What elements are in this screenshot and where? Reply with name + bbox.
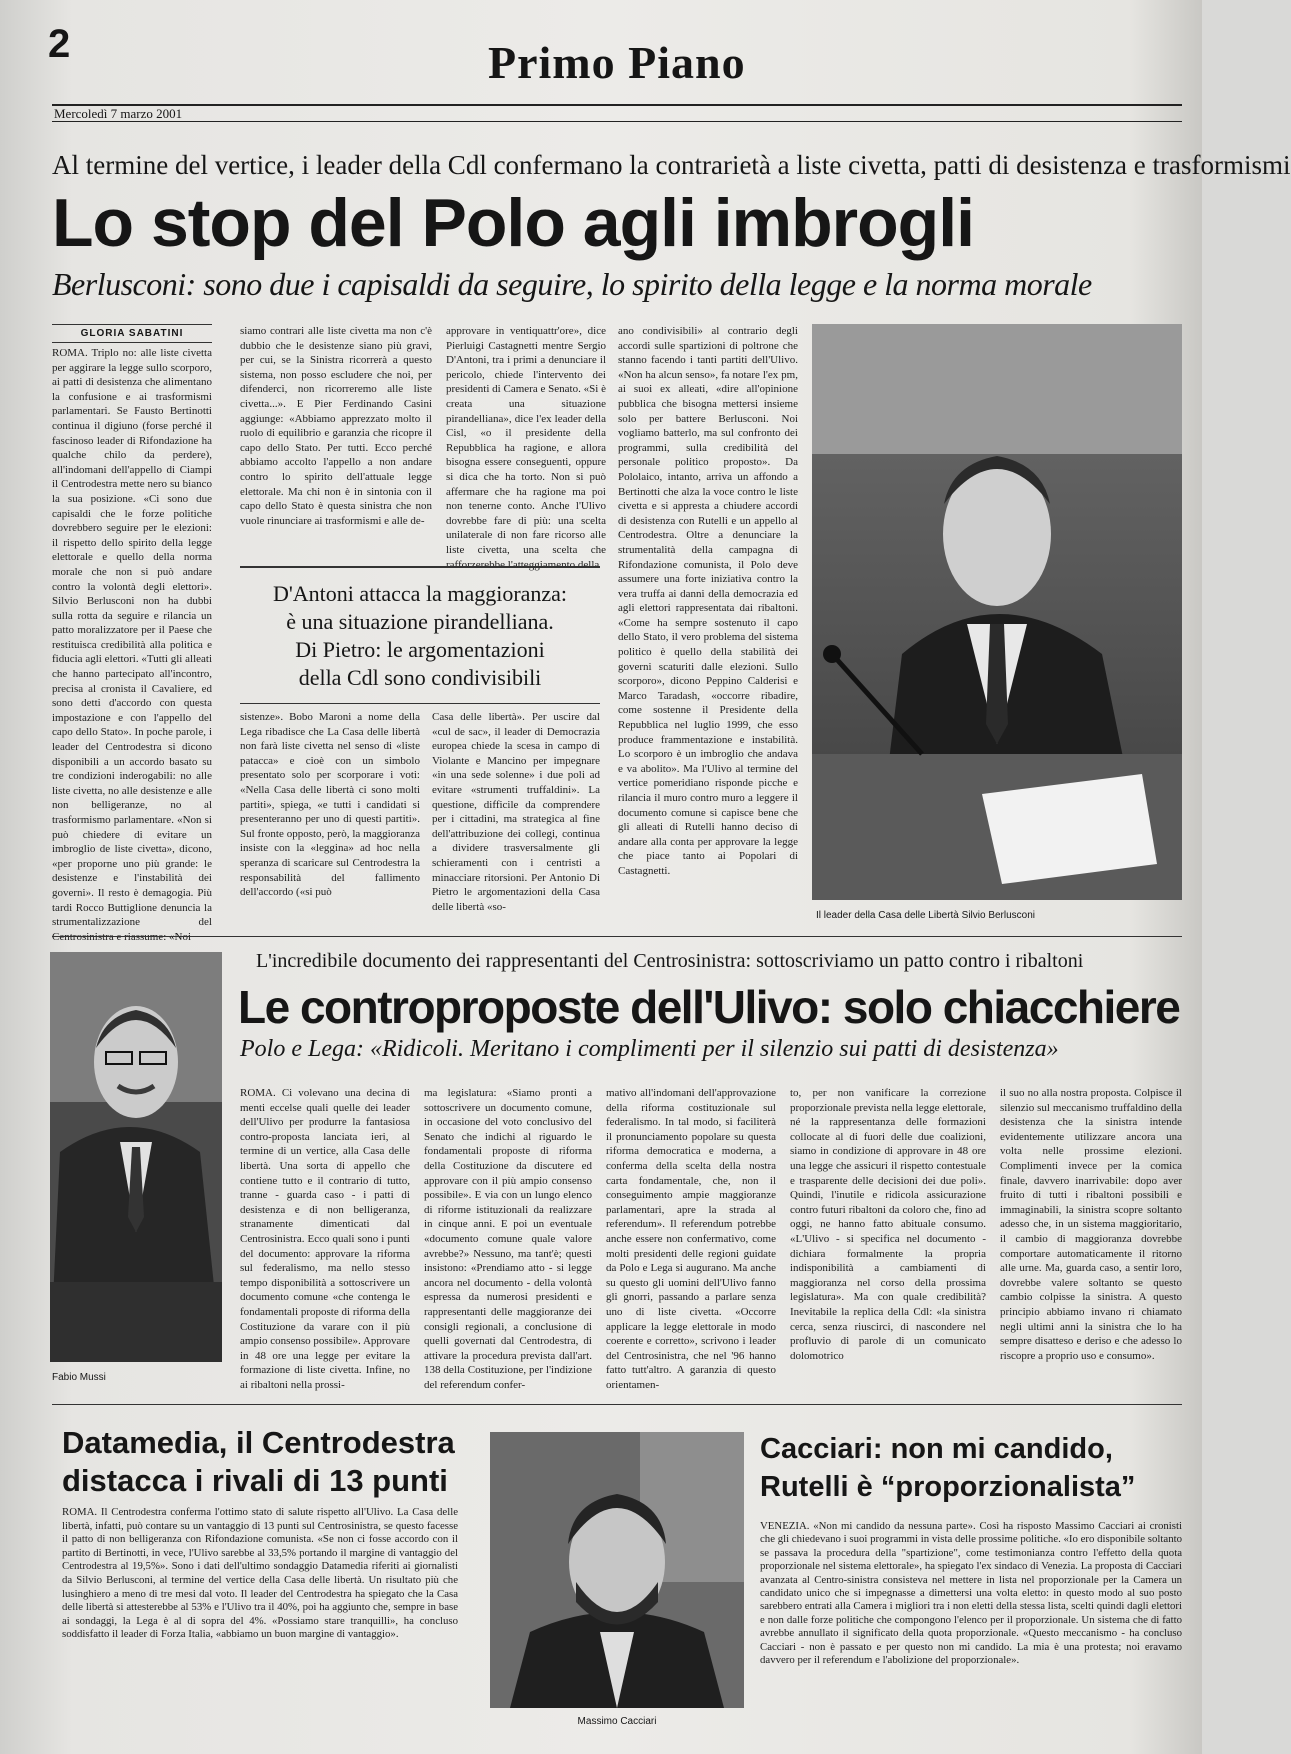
cacciari-caption: Massimo Cacciari: [577, 1716, 657, 1727]
lead-column-3: approvare in ventiquattr'ore», dice Pierluigi Castagnetti mentre Sergio D'Antoni, tra i primi a denunciare il pericolo, chiede l'intervento dei presidenti di Camera e Senato. «Si è creata una situazione pirandelliana», dice l'ex leader della Cisl, «o il presidente della Repubblica ha ragione, e allora bisogna essere conseguenti, oppure si dica che ha torto. Non si può affermare che ha ragione ma poi non tenerne conto. Anche l'Ulivo dovrebbe fare di più: una scelta unilaterale di non fare ricorso alle liste civetta, una scelta che rafforzerebbe l'atteggiamento della: [446, 325, 606, 571]
second-column-2: ma legislatura: «Siamo pronti a sottoscrivere un documento comune, in occasione del voto conclusivo del Senato che indichi al riguardo le fondamentali proposte di riforma della Costituzione da discutere ed approvare con il più ampio consenso possibile». E via con un lungo elenco di riforme istituzionali da realizzare in cinque anni. E poi un eventuale «documento comune quale valore avrebbe?» Nessuno, ma tant'è; questi insistono: «Prendiamo atto - si legge ancora nel documento - della volontà espressa da numerosi presidenti e rappresentanti delle maggioranze dei consigli regionali, a conclusione di quelli governati dal Centrodestra, di attivare la procedura prevista dall'art. 138 della Costituzione, per l'indizione del referendum confer-: [424, 1087, 592, 1391]
second-column-4: to, per non vanificare la correzione proporzionale prevista nella legge elettorale, né la rappresentanza delle formazioni collocate al di fuori delle due coalizioni, siamo in condizione di approvare in 48 ore una legge che assicuri il rispetto contestuale e trasparente delle decisioni dei due poli». Quindi, l'inutile e ridicola assicurazione contro futuri ribaltoni da coloro che, fino ad oggi, ne hanno fatto abituale consumo. «L'Ulivo - si specifica nel documento - dichiara formalmente la propria indisponibilità a cambiamenti di maggioranza nel corso della prossima legislatura». Ma con quale credibilità? Inevitabile la replica della Cdl: «la sinistra cerca, senza riuscirci, di nascondere nel profluvio di parole di un comunicato dolomotrico: [790, 1087, 986, 1362]
berlusconi-photo-illustration: [812, 324, 1182, 900]
mussi-photo: [50, 952, 222, 1362]
pull-quote-line: D'Antoni attacca la maggioranza:: [272, 581, 568, 606]
cacciari-body: VENEZIA. «Non mi candido da nessuna parte». Così ha risposto Massimo Cacciari ai cronisti che gli chiedevano i suoi programmi in vista delle prossime politiche. «Io ero disponibile soltanto se passava la procedura della "spartizione", come testimonianza contro l'effetto della quota proporzionale nel sistema elettorale», ha spiegato l'ex sindaco di Venezia. La proposta di Cacciari avanzata al Centro-sinistra consisteva nel mettere in lista nel proporzionale per la Camera un candidato unico che si impegnasse a dimettersi una volta eletto: in questo modo al suo posto sarebbero entrati alla Camera i migliori tra i non eletti della stessa lista, scelti quindi dagli elettori e non dalle forze politiche che compongono l'elenco per il proporzionale. Un sistema che di fatto avrebbe annullato il significato della quota proporzionale. «Questo meccanismo - ha concluso Cacciari - non è passato e per questo non mi candido. La mia è una protesta; noi eravamo davvero per il referendum e l'abolizione del proporzionale».: [760, 1520, 1182, 1667]
second-subhead: Polo e Lega: «Ridicoli. Meritano i complimenti per il silenzio sui patti di desistenza»: [240, 1036, 1059, 1062]
datamedia-headline: [62, 1424, 455, 1500]
pull-quote-line: Di Pietro: le argomentazioni: [295, 637, 545, 662]
cacciari-headline: [760, 1430, 1135, 1506]
pull-quote-line: è una situazione pirandelliana.: [286, 609, 554, 634]
section-divider: [52, 936, 1182, 937]
section-divider: [52, 1404, 1182, 1405]
berlusconi-caption: Il leader della Casa delle Libertà Silvio Berlusconi: [816, 910, 1036, 921]
cacciari-photo-illustration: [490, 1432, 744, 1708]
second-column-5: il suo no alla nostra proposta. Colpisce il silenzio sul meccanismo truffaldino della desistenza che la sinistra intende evidentemente utilizzare ancora una volta nelle prossime elezioni. Complimenti invece per la comica finale, davvero inarrivabile: dopo aver fruito di tutti i ribaltoni possibili e immaginabili, la sinistra scopre soltanto adesso che, in un sistema maggioritario, il cambio di maggioranza dovrebbe comportare automaticamente il ritorno alle urne. Ma, guarda caso, a sentir loro, dovrebbe valere soltanto se questo cambio colpisse la sinistra. A questo principio abbiamo invano ri chiamato negli ultimi anni la sinistra che lo ha sempre disatteso e deriso e che adesso lo riscopre a proprio uso e consumo».: [1000, 1087, 1182, 1362]
berlusconi-photo: [812, 324, 1182, 900]
second-kicker: L'incredibile documento dei rappresentanti del Centrosinistra: sottoscriviamo un patto contro i ribaltoni: [256, 950, 1084, 972]
cacciari-photo: [490, 1432, 744, 1708]
second-column-1: ROMA. Ci volevano una decina di menti eccelse quali quelle dei leader dell'Ulivo per produrre la fantasiosa contro-proposta lanciata ieri, al termine di un vertice, alla Casa delle libertà. Una sorta di appello che contiene tutto e il contrario di tutto, tranne - guarda caso - i patti di desistenza e di non belligeranza, stranamente dimenticati dal Centrosinistra. Ecco quali sono i punti del documento: approvare la riforma sul federalismo, ma nello stesso tempo disponibilità a sottoscrivere un documento comune «che contenga le fondamentali proposte di riforma della Costituzione da varare con il più ampio consenso possibile». Approvare in 48 ore una legge per evitare la formazione di liste civetta. Infine, no ai ribaltoni nella prossi-: [240, 1087, 410, 1391]
cacciari-headline-line: Rutelli è “proporzionalista”: [760, 1471, 1136, 1503]
section-title: Primo Piano: [488, 37, 746, 88]
lead-column-1: ROMA. Triplo no: alle liste civetta per aggirare la legge sullo scorporo, ai patti di desistenza che alimentano la confusione e ai trasformismi parlamentari. Se Fausto Bertinotti continua il digiuno (forse perché il fascinoso leader di Rifondazione ha qualche chilo da perdere), all'indomani dell'appello di Ciampi il Centrodestra mette nero su bianco la sua posizione. «Ci sono due capisaldi che le forze politiche dovrebbero seguire per le elezioni: il rispetto dello spirito della legge elettorale e quello della norma morale che non si può andare contro la volontà degli elettori». Silvio Berlusconi non ha dubbi sulla rotta da seguire e rilancia un patto moralizzatore per il Paese che restituisca credibilità alla politica e fiducia agli elettori. «Tutti gli alleati che hanno partecipato all'incontro, precisa al cronista il Cavaliere, ed sono detti d'accordo con questa impostazione e con l'appello del capo dello Stato». In poche parole, i leader del Centrodestra si dicono disponibili a un accordo basato su tre condizioni inderogabili: no alle liste civetta, no alle desistenze e alle non belligeranze, no al trasformismo parlamentare. «Non si può chiedere di evitare un imbroglio de liste civetta», dicono, «per proporne uno più grande: le desistenze e l'instabilità dei governi». Il resto è demagogia. Più tardi Rocco Buttiglione denuncia la strumentalizzazione del: [52, 347, 212, 929]
pull-quote-box: [240, 566, 600, 704]
dateline: Mercoledì 7 marzo 2001: [52, 104, 1182, 122]
lead-headline: Lo stop del Polo agli imbrogli: [52, 185, 974, 261]
lead-column-3b: Casa delle libertà». Per uscire dal «cul de sac», il leader di Democrazia europea chiede la scesa in campo di Violante e Mancino per impegnare «in una sede solenne» i due poli ad evitare «strumenti truffaldini». La questione, difficile da comprendere per i cittadini, ma strategica al fine dell'attribuzione dei collegi, continua a dividere trasversalmente gli schieramenti con i centristi a minacciare ritorsioni. Per Antonio Di Pietro le argomentazioni della Casa delle libertà «so-: [432, 711, 600, 913]
lead-column-4: ano condivisibili» al contrario degli accordi sulle spartizioni di poltrone che stanno facendo i tanti partiti dell'Ulivo. «Non ha alcun senso», fa notare l'ex pm, ai suoi ex alleati, «dire all'opinione pubblica che bisogna mettersi insieme solo per battere Berlusconi. Noi vogliamo batterlo, ma sul confronto dei programmi, sulla credibilità del personale politico proposto». Da Pololaico, intanto, arriva un affondo a Bertinotti che alza la voce contro le liste civetta e si appresta a chiudere accordi di desistenza con Rutelli e un appello al Centrodestra. Oltre a denunciare la strumentalità della campagna di Rifondazione comunista, il Polo deve assumere una forte iniziativa contro la vera truffa ai danni della democrazia ed agli elettori rappresentata dai ribaltoni. «Come ha sempre sostenuto il capo dello Stato, il vero problema del sistema politico è quello della stabilità dei governi scaturiti dalle elezioni. Sullo scorporo», dicono Peppino Calderisi e Marco Taradash, «occorre ribadire, come sostenne il Presidente della Repubblica nel luglio 1999, che esso produce frammentazione e instabilità. Lo scorporo è un imbroglio che andava e va abolito». Ma l'Ulivo al termine del vertice pomeridiano risponde picche e rilancia il muro contro muro a leggere il documento comune si capisce bene che gli alleati di Rutelli hanno deciso di andare alla conta per approvare la legge che piace tanto ai Popolari di Castagnetti.: [618, 325, 798, 877]
datamedia-headline-line: Datamedia, il Centrodestra: [62, 1425, 455, 1460]
byline: GLORIA SABATINI: [52, 324, 212, 343]
page-number: 2: [48, 22, 71, 66]
lead-column-2b: sistenze». Bobo Maroni a nome della Lega ribadisce che La Casa delle libertà non farà liste civetta nel senso di «liste patacca» e cioè con un simbolo presentato solo per scorporare i voti: «Nella Casa delle libertà ci sono molti partiti», spiega, «e tutti i candidati si presenteranno per uno di questi partiti». Sul fronte opposto, però, la maggioranza insiste con la «leggina» ad hoc nella speranza di scaricare sul Centrodestra la responsabilità del fallimento dell'accordo («si può: [240, 711, 420, 899]
second-headline: Le controproposte dell'Ulivo: solo chiacchiere: [238, 981, 1180, 1033]
datamedia-body: ROMA. Il Centrodestra conferma l'ottimo stato di salute rispetto all'Ulivo. La Casa delle libertà, infatti, può contare su un vantaggio di 13 punti sul Centrosinistra, se questo facesse il patto di non belligeranza con Rifondazione comunista. «Se non ci fosse accordo con il partito di Bertinotti, in vece, l'Ulivo sarebbe al 33,5% portando il margine di vantaggio del Centrodestra al 19,5%». Sono i dati dell'ultimo sondaggio Datamedia riferiti ai giornalisti da Silvio Berlusconi, al termine del vertice della Casa delle libertà. Un risultato più che lusinghiero a meno di tre mesi dal voto. Il leader del Centrodestra ha spiegato che la Casa delle libertà si attesterebbe al 53% e l'Ulivo tra il 40%, poi ha aggiunto che, sempre in base ai sondaggi, la Lega è al di sopra del 4%. «Possiamo stare tranquilli», ha concluso soddisfatto il leader di Forza Italia, «abbiamo un buon margine di vantaggio».: [62, 1506, 458, 1641]
lead-subhead: Berlusconi: sono due i capisaldi da seguire, lo spirito della legge e la norma morale: [52, 266, 1092, 302]
cacciari-headline-line: Cacciari: non mi candido,: [760, 1433, 1113, 1465]
second-column-3: mativo all'indomani dell'approvazione della riforma costituzionale sul federalismo. In tal modo, si faciliterà il pronunciamento popolare su questa riforma democratica e moderna, a conferma della scelta della nostra carta fondamentale, che, non il conseguimento ampie maggioranze parlamentari, apre la strada al referendum». Il referendum potrebbe anche essere non confermativo, come molti presidenti delle regioni guidate da Polo e Lega si augurano. Ma anche su questo gli uomini dell'Ulivo fanno gli gnorri, passando a parlare senza uno di liste civetta. «Occorre applicare la legge elettorale in modo coerente e corretto», scrivono i leader del Centrosinistra, che nel '96 hanno fatto tutt'altro. A garanzia di questo orientamen-: [606, 1087, 776, 1391]
lead-column-2: siamo contrari alle liste civetta ma non c'è dubbio che le desistenze siano più gravi, per cui, se la Sinistra ricorrerà a questo sistema, non posso escludere che noi, per difenderci, non ricorreremo alle liste civetta...». E Pier Ferdinando Casini aggiunge: «Abbiamo apprezzato molto il ruolo di equilibrio e garanzia che ricopre il capo dello Stato. Per tutti. Ecco perché abbiamo accolto l'appello a non andare contro lo spirito dell'attuale legge elettorale. Ma chi non è in sintonia con il capo dello Stato è questa sinistra che non vuole rinunciare ai trasformismi e alle de-: [240, 325, 432, 527]
pull-quote-line: della Cdl sono condivisibili: [298, 665, 542, 690]
mussi-caption: Fabio Mussi: [52, 1372, 106, 1383]
mussi-photo-illustration: [50, 952, 222, 1362]
datamedia-headline-line: distacca i rivali di 13 punti: [62, 1463, 448, 1498]
lead-kicker: Al termine del vertice, i leader della Cdl confermano la contrarietà a liste civetta, patti di desistenza e trasformismi: [52, 150, 1291, 180]
